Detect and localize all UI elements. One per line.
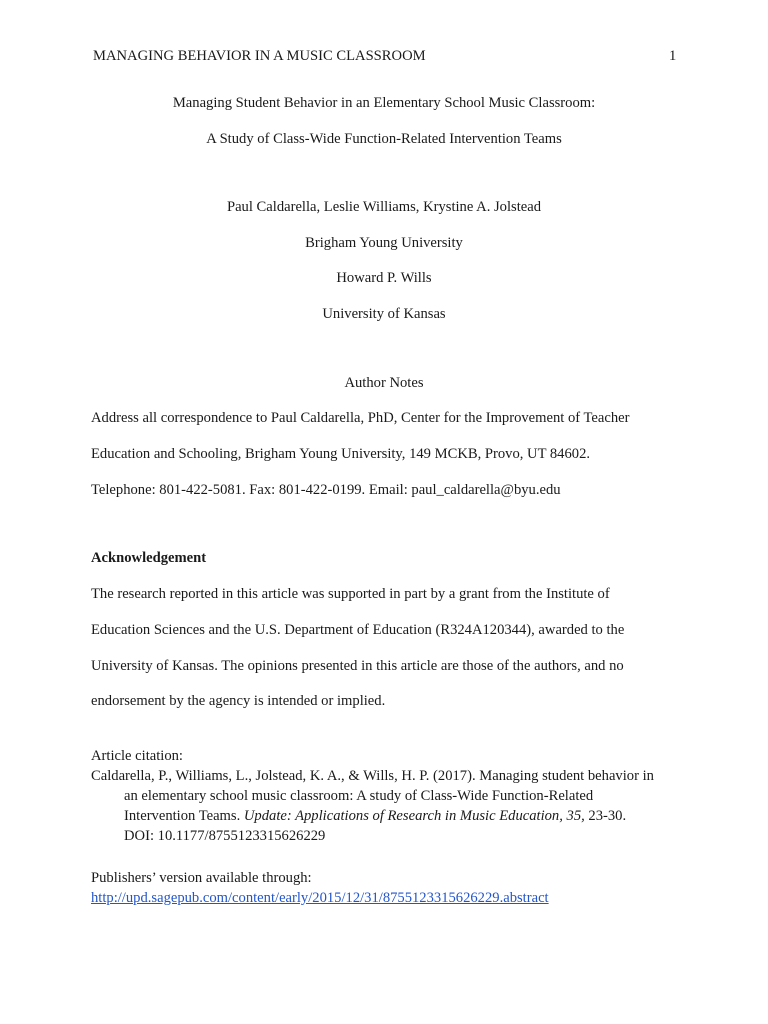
paper-title-line-2: A Study of Class-Wide Function-Related Intervention Teams (206, 131, 562, 147)
publisher-label: Publishers’ version available through: (91, 870, 312, 886)
citation-label: Article citation: (91, 748, 183, 764)
running-head-title: MANAGING BEHAVIOR IN A MUSIC CLASSROOM (93, 48, 426, 64)
author-notes-heading: Author Notes (344, 375, 424, 391)
paper-title-line-1: Managing Student Behavior in an Elementary School Music Classroom: (172, 95, 596, 111)
publisher-link[interactable]: http://upd.sagepub.com/content/early/2015/12/31/8755123315626229.abstract (91, 890, 549, 906)
acknowledgement-line-3: University of Kansas. The opinions presented in this article are those of the authors, and no (91, 658, 624, 674)
author-names-2: Howard P. Wills (336, 270, 432, 286)
citation-line-3 (124, 807, 626, 825)
author-notes-line-1: Address all correspondence to Paul Caldarella, PhD, Center for the Improvement of Teacher (91, 410, 630, 426)
page-number: 1 (669, 48, 677, 64)
acknowledgement-heading: Acknowledgement (91, 550, 207, 566)
citation-line-2: an elementary school music classroom: A study of Class-Wide Function-Related (124, 788, 594, 804)
affiliation-1: Brigham Young University (305, 235, 463, 251)
acknowledgement-line-1: The research reported in this article was supported in part by a grant from the Institute of (91, 586, 610, 602)
acknowledgement-line-4: endorsement by the agency is intended or implied. (91, 693, 386, 709)
author-names-1: Paul Caldarella, Leslie Williams, Krystine A. Jolstead (226, 199, 542, 215)
citation-line-1: Caldarella, P., Williams, L., Jolstead, K. A., & Wills, H. P. (2017). Managing student behavior in (91, 768, 654, 784)
citation-doi: DOI: 10.1177/8755123315626229 (124, 828, 326, 844)
citation-pages: 23-30. (584, 808, 627, 824)
author-notes-line-3: Telephone: 801-422-5081. Fax: 801-422-0199. Email: paul_caldarella@byu.edu (91, 482, 561, 498)
acknowledgement-line-2: Education Sciences and the U.S. Department of Education (R324A120344), awarded to the (91, 622, 625, 638)
author-notes-line-2: Education and Schooling, Brigham Young University, 149 MCKB, Provo, UT 84602. (91, 446, 591, 462)
affiliation-2: University of Kansas (322, 306, 446, 322)
citation-title-tail: Intervention Teams. (124, 808, 244, 824)
journal-name: Update: Applications of Research in Music Education, 35, (243, 808, 585, 824)
